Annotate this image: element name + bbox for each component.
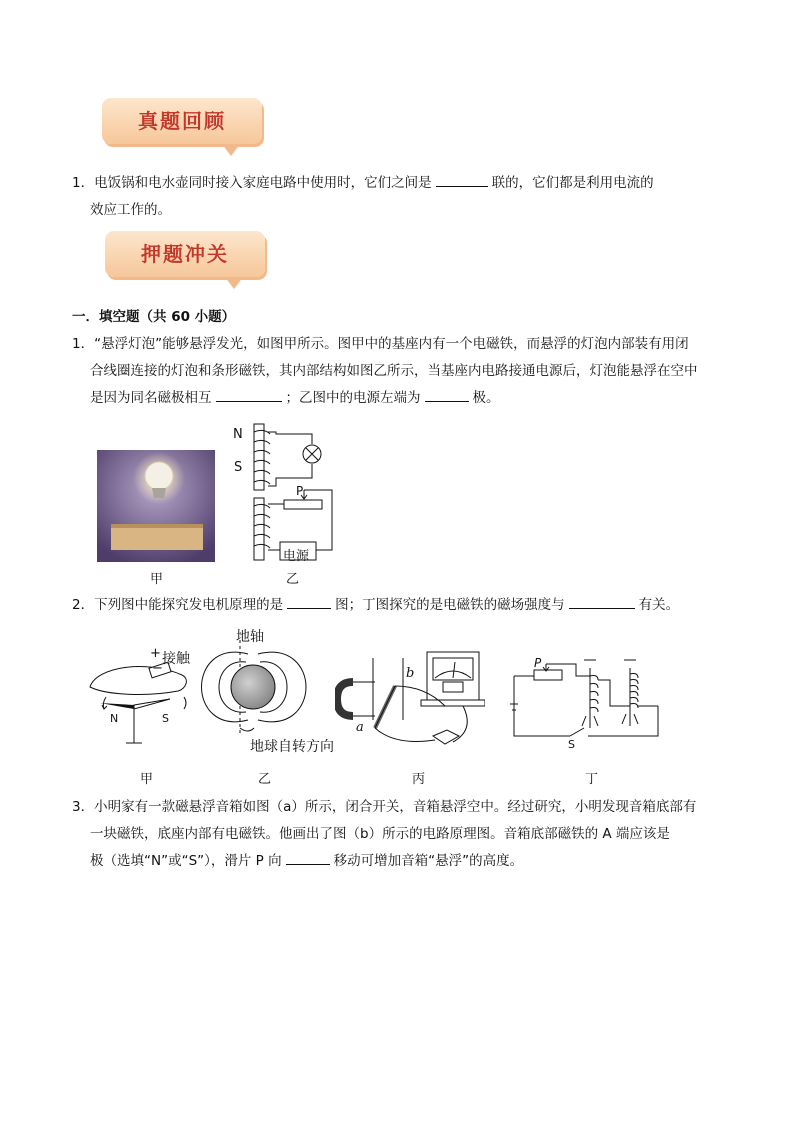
answer-blank[interactable] bbox=[216, 387, 282, 402]
answer-blank[interactable] bbox=[569, 594, 635, 609]
label-b: b bbox=[406, 666, 415, 681]
label-earth-rotation: 地球自转方向 bbox=[250, 739, 334, 755]
label-compass-n: N bbox=[110, 712, 119, 725]
predict-banner-title: 押题冲关 bbox=[141, 242, 229, 266]
caption-yi: 乙 bbox=[286, 572, 300, 587]
label-p: P bbox=[296, 484, 304, 498]
figure-yi-earth-field bbox=[200, 640, 320, 740]
review-question: 1．电饭锅和电水壶同时接入家庭电路中使用时，它们之间是 联的，它们都是利用电流的 效应工作的。 bbox=[72, 170, 732, 224]
label-compass-s: S bbox=[162, 712, 169, 725]
answer-blank[interactable] bbox=[425, 387, 469, 402]
levitating-bulb-photo bbox=[97, 450, 215, 562]
label-minus: − bbox=[152, 661, 163, 676]
label-ding-p: P bbox=[534, 656, 542, 670]
label-ding-s: S bbox=[568, 738, 575, 751]
question-2: 2．下列图中能探究发电机原理的是 图；丁图探究的是电磁铁的磁场强度与 有关。 bbox=[72, 592, 732, 619]
label-power-source: 电源 bbox=[283, 549, 310, 564]
answer-blank[interactable] bbox=[287, 594, 331, 609]
predict-banner bbox=[105, 231, 265, 289]
section-heading: 一．填空题（共 60 小题） bbox=[72, 309, 236, 325]
review-banner-title: 真题回顾 bbox=[138, 109, 226, 133]
review-banner bbox=[102, 98, 262, 156]
caption-jia-2: 甲 bbox=[140, 772, 154, 787]
caption-ding: 丁 bbox=[585, 772, 599, 787]
answer-blank[interactable] bbox=[436, 172, 488, 187]
figure-ding-electromagnet bbox=[510, 656, 660, 746]
answer-blank[interactable] bbox=[286, 850, 330, 865]
label-earth-axis: 地轴 bbox=[236, 629, 264, 645]
label-contact: 接触 bbox=[162, 651, 190, 667]
label-a: a bbox=[356, 720, 364, 735]
label-plus: + bbox=[150, 646, 161, 661]
caption-yi-2: 乙 bbox=[258, 772, 272, 787]
caption-bing: 丙 bbox=[412, 772, 426, 787]
label-n: N bbox=[233, 427, 243, 442]
caption-jia: 甲 bbox=[150, 572, 164, 587]
question-1: 1．“悬浮灯泡”能够悬浮发光，如图甲所示。图甲中的基座内有一个电磁铁，而悬浮的灯泡内部装有用闭 合线圈连接的灯泡和条形磁铁，其内部结构如图乙所示，当基座内电路接通电源后，灯泡能悬浮在空中 是因为同名磁极相互 ；乙图中的电源左端为 极。 bbox=[72, 336, 698, 406]
label-s: S bbox=[234, 460, 243, 475]
question-3: 3．小明家有一款磁悬浮音箱如图（a）所示，闭合开关，音箱悬浮空中。经过研究，小明发现音箱底部有 一块磁铁，底座内部有电磁铁。他画出了图（b）所示的电路原理图。音箱底部磁铁的 A 端应该是 极（选填“N”或“S”），滑片 P 向 移动可增加音箱“悬浮”的高度。 bbox=[72, 799, 697, 869]
